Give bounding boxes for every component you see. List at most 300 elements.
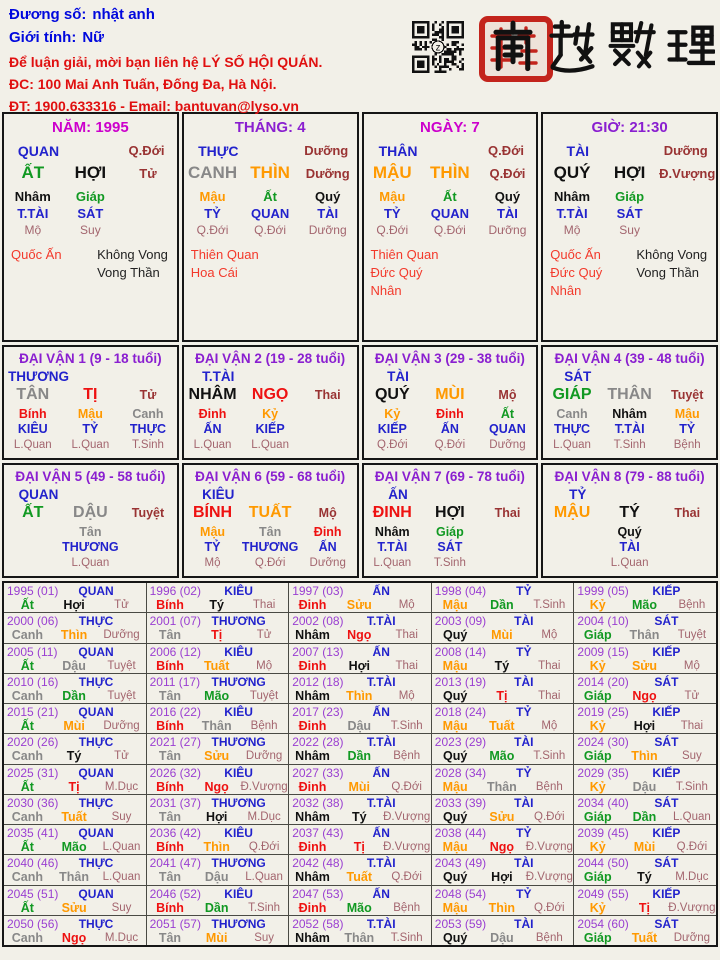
hidden-stem-star: TÀI: [496, 205, 518, 221]
year-number: 2030 (36): [7, 795, 59, 810]
pillar-star-row: [543, 143, 716, 159]
year-line-1: [574, 765, 716, 780]
year-number: 2008 (14): [434, 644, 487, 659]
year-cell: [432, 825, 574, 854]
year-cell: [4, 916, 146, 945]
year-line-1: [147, 704, 289, 719]
year-cell: [574, 704, 716, 733]
pillar-star-row: [364, 143, 537, 159]
year-stem: Nhâm: [295, 809, 330, 824]
year-stem: Nhâm: [295, 628, 330, 643]
year-line-2: [4, 719, 146, 733]
dai-van-stem: ĐINH: [372, 504, 412, 521]
year-status: Tử: [256, 629, 272, 642]
hidden-stem-star: TỶ: [679, 422, 696, 437]
year-line-1: [289, 704, 431, 719]
year-number: 2035 (41): [7, 826, 59, 840]
year-status: M.Dục: [247, 810, 281, 823]
hidden-stem-column: [658, 407, 716, 452]
year-stem: Quý: [443, 809, 468, 824]
year-number: 2044 (50): [577, 856, 629, 871]
year-line-1: [147, 825, 289, 840]
year-line-1: [147, 795, 289, 810]
spacer: [699, 826, 716, 840]
spacer: [414, 675, 431, 689]
year-line-2: [574, 901, 716, 915]
year-number: 2029 (35): [577, 765, 629, 780]
year-branch: Ngọ: [632, 688, 657, 703]
hidden-stem-column: [241, 525, 299, 570]
hidden-stem-star: TÀI: [619, 540, 640, 555]
year-number: 2028 (34): [434, 765, 487, 780]
dai-van-cell-6: [182, 463, 359, 578]
year-status: Tuyệt: [107, 689, 136, 702]
dai-van-star: TÀI: [387, 369, 409, 384]
hidden-stem-status: L.Quan: [251, 438, 289, 451]
spacer: [129, 766, 146, 780]
year-number: 2024 (30): [577, 735, 629, 750]
year-line-2: [432, 659, 574, 673]
year-line-1: [147, 583, 289, 598]
year-star: SÁT: [654, 674, 679, 689]
hidden-stem: Quý: [617, 525, 642, 539]
year-status: Dưỡng: [103, 720, 140, 732]
name-line: [9, 7, 322, 22]
hidden-stem-star: T.TÀI: [17, 205, 49, 221]
year-stem: Quý: [443, 930, 468, 945]
year-line-2: [289, 598, 431, 612]
contact-line-3: ĐT: 1900.633316 - Email: bantuvan@lyso.vn: [9, 98, 299, 114]
year-number: 2026 (32): [149, 765, 201, 780]
year-line-1: [147, 644, 289, 659]
hidden-stem-star: TỶ: [204, 205, 221, 221]
note-line: Không Vong: [97, 247, 168, 263]
year-line-1: [147, 674, 289, 689]
year-line-2: [289, 689, 431, 703]
year-stem: Canh: [11, 749, 43, 764]
dai-van-main-row: [543, 504, 716, 522]
hidden-stem-status: Q.Đới: [196, 222, 229, 237]
hidden-stem: Quý: [494, 189, 521, 204]
year-line-2: [574, 749, 716, 763]
year-line-2: [432, 931, 574, 945]
year-line-1: [574, 916, 716, 931]
pillar-star: THÂN: [378, 143, 418, 159]
dai-van-star-row: [543, 487, 716, 502]
year-star: KIẾP: [652, 705, 681, 719]
note-line: Hoa Cái: [190, 265, 238, 281]
pillar-hidden-stems: [184, 189, 357, 238]
spacer: [433, 487, 476, 502]
year-cell: [289, 855, 431, 884]
year-line-2: [4, 901, 146, 915]
year-line-1: [289, 613, 431, 628]
hidden-stem-star: T.TÀI: [556, 205, 588, 221]
year-cell: [4, 886, 146, 915]
year-status: T.Sinh: [533, 750, 566, 763]
pillar-branch: HỢI: [613, 163, 646, 182]
year-star: THỰC: [78, 795, 114, 810]
hidden-stem-star: TỶ: [204, 540, 221, 555]
hidden-stem: Kỷ: [384, 407, 401, 421]
year-line-1: [289, 674, 431, 689]
pillar-hidden-stems: [4, 189, 177, 238]
year-branch: Thìn: [631, 749, 658, 764]
year-number: 2027 (33): [292, 765, 344, 780]
dai-van-hidden-stems: [543, 407, 716, 452]
spacer: [556, 675, 573, 689]
spacer: [556, 614, 573, 628]
spacer: [271, 584, 288, 598]
year-line-2: [574, 870, 716, 884]
year-status: Tuyệt: [249, 689, 279, 702]
spacer: [271, 766, 288, 780]
pillar-main-row: [543, 163, 716, 183]
hidden-stem: Giáp: [435, 525, 464, 539]
year-star: ẤN: [372, 705, 390, 719]
spacer: [116, 487, 176, 502]
pillar-hidden-stems: [364, 189, 537, 238]
year-status: L.Quan: [245, 871, 283, 884]
year-status: T.Sinh: [533, 599, 566, 611]
year-status: Dưỡng: [103, 629, 140, 642]
hidden-stem-star: QUAN: [250, 205, 290, 221]
year-line-1: [574, 825, 716, 840]
year-line-2: [147, 749, 289, 763]
hidden-stem-star: ẤN: [203, 422, 222, 437]
year-status: Tử: [114, 750, 129, 763]
year-number: 2018 (24): [434, 705, 487, 719]
year-stem: Giáp: [583, 628, 612, 643]
pillar-branch: THÌN: [250, 163, 290, 182]
spacer: [129, 856, 146, 870]
hidden-stem-column: [62, 407, 120, 452]
spacer: [556, 826, 573, 840]
hidden-stem-star: THƯƠNG: [241, 540, 299, 555]
year-star: KIẾP: [652, 584, 681, 598]
hidden-stem-star: KIÊU: [17, 422, 48, 437]
dai-van-hidden-stems: [4, 525, 177, 570]
year-number: 2038 (44): [434, 826, 487, 840]
year-line-1: [147, 916, 289, 931]
year-line-1: [4, 704, 146, 719]
year-branch: Mão: [489, 749, 515, 764]
pillar-top-status: Dưỡng: [663, 143, 708, 158]
year-stem: Giáp: [583, 870, 612, 885]
year-number: 2042 (48): [292, 856, 344, 871]
year-cell: [4, 765, 146, 794]
calligraphy-chars: [488, 17, 715, 77]
year-star: T.TÀI: [366, 916, 396, 931]
dai-van-main-status: Mộ: [498, 388, 517, 402]
year-line-2: [574, 810, 716, 824]
year-cell: [4, 734, 146, 763]
year-star: ẤN: [372, 765, 390, 780]
hidden-stem-status: T.Sinh: [613, 438, 646, 451]
year-line-2: [147, 689, 289, 703]
year-stem: Bính: [156, 840, 184, 854]
year-line-1: [432, 795, 574, 810]
hidden-stem-column: [601, 525, 659, 570]
year-stem: Tân: [158, 688, 182, 703]
hidden-stem: Canh: [132, 407, 164, 421]
year-stem: Đinh: [298, 658, 327, 673]
hidden-stem: Đinh: [198, 407, 227, 421]
year-status: Thai: [538, 689, 561, 702]
year-stem: Canh: [11, 628, 43, 643]
pillar-main-row: [364, 163, 537, 183]
year-line-1: [4, 886, 146, 901]
dai-van-cell-7: [362, 463, 539, 578]
year-number: 2010 (16): [7, 674, 59, 689]
year-line-1: [432, 734, 574, 749]
hidden-stem-status: Suy: [80, 222, 101, 237]
year-branch: Thìn: [203, 840, 230, 854]
pillar-stem: QUÝ: [553, 163, 591, 182]
hidden-stem-status: Mộ: [24, 222, 42, 237]
year-stem: Ất: [20, 900, 34, 915]
dai-van-star-row: [184, 487, 357, 502]
year-status: Mộ: [541, 629, 558, 642]
year-star: TÀI: [514, 856, 534, 871]
year-status: Suy: [111, 810, 132, 823]
year-status: Q.Đới: [534, 901, 565, 914]
year-branch: Ngọ: [489, 840, 515, 854]
spacer: [612, 369, 655, 384]
spacer: [556, 584, 573, 598]
year-status: Bệnh: [250, 720, 278, 732]
hidden-stem-status: L.Quan: [193, 438, 232, 451]
pillar-main-status: Q.Đới: [489, 166, 526, 181]
dai-van-main-row: [4, 386, 177, 404]
note-line: Quốc Ấn: [11, 247, 62, 263]
note-line: Vong Thần: [636, 265, 699, 281]
dai-van-star-row: [4, 369, 177, 384]
dai-van-hidden-stems: [184, 525, 357, 570]
dai-van-star-row: [4, 487, 177, 502]
spacer: [253, 487, 296, 502]
year-cell: [289, 795, 431, 824]
year-line-1: [574, 704, 716, 719]
spacer: [414, 826, 431, 840]
year-cell: [147, 613, 289, 642]
dai-van-main-status: Tuyệt: [131, 506, 165, 520]
pillar-title: NGÀY: 7: [420, 119, 480, 136]
qr-code-icon: [412, 21, 464, 73]
hidden-stem-star: QUAN: [489, 422, 526, 437]
dai-van-main-status: Thai: [674, 506, 701, 520]
year-number: 2001 (07): [149, 614, 201, 629]
year-status: Đ.Vượng: [383, 841, 431, 853]
year-cell: [432, 795, 574, 824]
spacer: [433, 369, 476, 384]
year-line-1: [289, 795, 431, 810]
year-line-2: [574, 931, 716, 945]
dai-van-title: ĐẠI VẬN 2 (19 - 28 tuổi): [195, 351, 346, 366]
year-line-2: [574, 780, 716, 794]
hidden-stem-star: SÁT: [616, 205, 643, 221]
year-stem: Mậu: [442, 658, 468, 673]
spacer: [129, 705, 146, 719]
four-pillars-grid: [0, 112, 720, 342]
pillar-top-status: Dưỡng: [304, 143, 349, 158]
year-branch: Thân: [59, 870, 89, 885]
year-stem: Nhâm: [295, 688, 330, 703]
year-status: Thai: [680, 720, 704, 732]
hidden-stem-status: T.Sinh: [131, 438, 164, 451]
pillar-main-row: [4, 163, 177, 183]
year-line-1: [574, 795, 716, 810]
year-star: THƯƠNG: [211, 674, 266, 689]
year-stem: Canh: [11, 809, 43, 824]
dai-van-star: TỶ: [569, 487, 587, 502]
dai-van-branch: TÝ: [619, 504, 640, 521]
year-line-1: [147, 765, 289, 780]
year-branch: Mão: [204, 688, 230, 703]
spacer: [271, 645, 288, 659]
years-table: [2, 581, 718, 947]
year-branch: Tý: [66, 749, 82, 764]
dai-van-star-row: [364, 369, 537, 384]
dai-van-title: ĐẠI VẬN 1 (9 - 18 tuổi): [19, 351, 162, 366]
year-branch: Sửu: [489, 809, 515, 824]
year-stem: Quý: [443, 749, 468, 764]
gender-value: Nữ: [82, 29, 105, 46]
pillar-main-row: [184, 163, 357, 183]
year-stem: Bính: [156, 598, 184, 612]
note-line: Đức Quý Nhân: [370, 265, 423, 299]
note-line: Quốc Ấn: [550, 247, 601, 263]
contact-line-2: ĐC: 100 Mai Anh Tuấn, Đống Đa, Hà Nội.: [9, 76, 277, 92]
dai-van-title: ĐẠI VẬN 8 (79 - 88 tuổi): [554, 469, 705, 484]
spacer: [556, 917, 573, 931]
hidden-stem-column: [4, 189, 62, 238]
dai-van-branch: HỢI: [435, 504, 465, 521]
year-status: T.Sinh: [390, 720, 423, 732]
year-status: Bệnh: [393, 901, 421, 914]
year-status: Thai: [395, 629, 418, 642]
year-stem: Đinh: [298, 719, 327, 733]
spacer: [271, 675, 288, 689]
pillar-notes: [364, 246, 537, 300]
year-star: TỶ: [516, 705, 532, 719]
year-line-1: [4, 644, 146, 659]
year-line-2: [147, 931, 289, 945]
year-number: 2031 (37): [149, 795, 201, 810]
year-line-2: [289, 931, 431, 945]
year-line-2: [4, 628, 146, 642]
hidden-stem-column: [364, 407, 422, 452]
hidden-stem-status: Bệnh: [673, 438, 701, 451]
hidden-stem-status: L.Quan: [553, 438, 591, 451]
year-cell: [432, 916, 574, 945]
dai-van-title: ĐẠI VẬN 6 (59 - 68 tuổi): [195, 469, 346, 484]
year-line-2: [289, 901, 431, 915]
year-star: THỰC: [78, 916, 114, 931]
year-star: T.TÀI: [366, 856, 396, 871]
hidden-stem-column: [184, 189, 242, 238]
hidden-stem: Ất: [500, 407, 515, 421]
year-cell: [4, 795, 146, 824]
year-stem: Giáp: [583, 688, 612, 703]
year-star: THƯƠNG: [211, 735, 266, 750]
pillar-cell-1: [2, 112, 179, 342]
hidden-stem-column: [184, 407, 242, 452]
name-value: nhật anh: [92, 6, 155, 23]
year-number: 1997 (03): [292, 584, 344, 598]
dai-van-main-row: [184, 386, 357, 404]
year-line-2: [574, 689, 716, 703]
calligraphy-char-ly-icon: [665, 17, 715, 77]
spacer: [271, 917, 288, 931]
year-status: Suy: [111, 901, 132, 914]
year-branch: Hợi: [205, 809, 228, 824]
hidden-stem: Nhâm: [553, 189, 591, 204]
hidden-stem-status: L.Quan: [373, 556, 412, 569]
year-stem: Nhâm: [295, 749, 330, 764]
spacer: [699, 614, 716, 628]
year-status: Dưỡng: [673, 931, 711, 944]
spacer: [699, 705, 716, 719]
year-status: Thai: [395, 659, 418, 672]
year-line-2: [147, 901, 289, 915]
year-branch: Mùi: [63, 719, 85, 733]
year-branch: Tị: [211, 628, 223, 643]
year-star: TỶ: [516, 584, 532, 598]
year-star: KIẾP: [652, 765, 681, 780]
year-number: 2013 (19): [434, 674, 487, 689]
dai-van-branch: MÙI: [435, 386, 465, 403]
year-status: Mộ: [398, 689, 415, 702]
year-stem: Canh: [11, 870, 43, 885]
hidden-stem-star: THỰC: [129, 422, 166, 437]
year-line-1: [289, 765, 431, 780]
year-number: 2050 (56): [7, 916, 59, 931]
year-cell: [574, 795, 716, 824]
hidden-stem-status: Q.Đới: [376, 222, 409, 237]
year-number: 2003 (09): [434, 614, 487, 629]
year-number: 2014 (20): [577, 674, 629, 689]
year-star: QUAN: [78, 886, 114, 901]
hidden-stem-status: Q.Đới: [254, 556, 286, 569]
notes-right: [277, 246, 357, 282]
spacer: [699, 796, 716, 810]
hidden-stem-column: [421, 189, 479, 238]
year-star: TÀI: [514, 735, 534, 750]
dai-van-cell-4: [541, 345, 718, 460]
pillar-notes: [184, 246, 357, 282]
year-line-1: [574, 583, 716, 598]
year-line-2: [432, 628, 574, 642]
year-branch: Sửu: [346, 598, 372, 612]
year-star: T.TÀI: [366, 614, 396, 629]
year-line-2: [4, 931, 146, 945]
year-status: Bệnh: [535, 931, 563, 944]
dai-van-cell-2: [182, 345, 359, 460]
dai-van-star: QUAN: [18, 487, 59, 502]
dai-van-stem: MẬU: [553, 504, 591, 521]
year-number: 2041 (47): [149, 856, 201, 871]
year-cell: [147, 644, 289, 673]
dai-van-main-status: Thai: [494, 506, 521, 520]
year-branch: Thìn: [60, 628, 88, 643]
spacer: [556, 645, 573, 659]
year-status: M.Dục: [104, 780, 139, 793]
spacer: [414, 705, 431, 719]
hidden-stem-star: TÀI: [317, 205, 339, 221]
dai-van-star: ẤN: [388, 487, 408, 502]
year-status: Đ.Vượng: [668, 901, 716, 914]
